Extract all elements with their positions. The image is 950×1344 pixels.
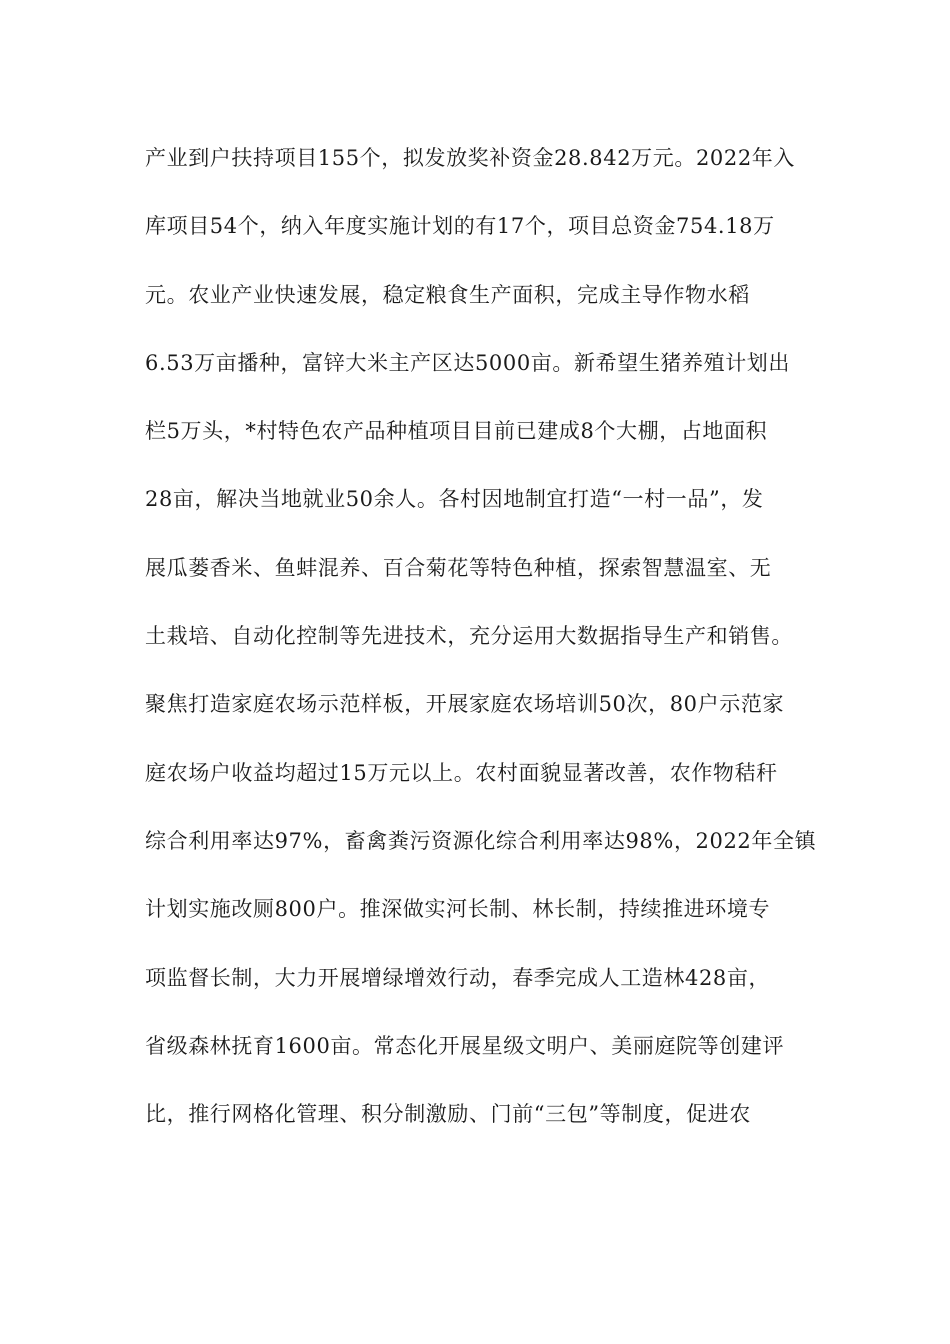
text-line-13: 项监督长制，大力开展增绿增效行动，春季完成人工造林428亩， bbox=[145, 965, 771, 990]
text-line-12: 计划实施改厕800户。推深做实河长制、林长制，持续推进环境专 bbox=[145, 897, 771, 922]
text-line-15: 比，推行网格化管理、积分制激励、门前“三包”等制度，促进农 bbox=[145, 1102, 751, 1127]
text-line-6: 28亩，解决当地就业50余人。各村因地制宜打造“一村一品”，发 bbox=[145, 487, 764, 512]
document-body bbox=[145, 138, 817, 1162]
text-line-5: 栏5万头，*村特色农产品种植项目目前已建成8个大棚，占地面积 bbox=[145, 419, 768, 444]
text-line-8: 土栽培、自动化控制等先进技术，充分运用大数据指导生产和销售。 bbox=[145, 624, 793, 649]
text-line-3: 元。农业产业快速发展，稳定粮食生产面积，完成主导作物水稻 bbox=[145, 282, 750, 307]
text-line-14: 省级森林抚育1600亩。常态化开展星级文明户、美丽庭院等创建评 bbox=[145, 1033, 785, 1058]
text-line-9: 聚焦打造家庭农场示范样板，开展家庭农场培训50次，80户示范家 bbox=[145, 692, 785, 717]
text-line-1: 产业到户扶持项目155个，拟发放奖补资金28.842万元。2022年入 bbox=[145, 146, 796, 170]
text-line-7: 展瓜蒌香米、鱼蚌混养、百合菊花等特色种植，探索智慧温室、无 bbox=[145, 555, 772, 580]
text-line-11: 综合利用率达97%，畜禽粪污资源化综合利用率达98%，2022年全镇 bbox=[145, 828, 817, 853]
text-line-10: 庭农场户收益均超过15万元以上。农村面貌显著改善，农作物秸秆 bbox=[145, 760, 778, 785]
text-line-2: 库项目54个，纳入年度实施计划的有17个，项目总资金754.18万 bbox=[145, 214, 775, 239]
text-line-4: 6.53万亩播种，富锌大米主产区达5000亩。新希望生猪养殖计划出 bbox=[145, 350, 790, 375]
